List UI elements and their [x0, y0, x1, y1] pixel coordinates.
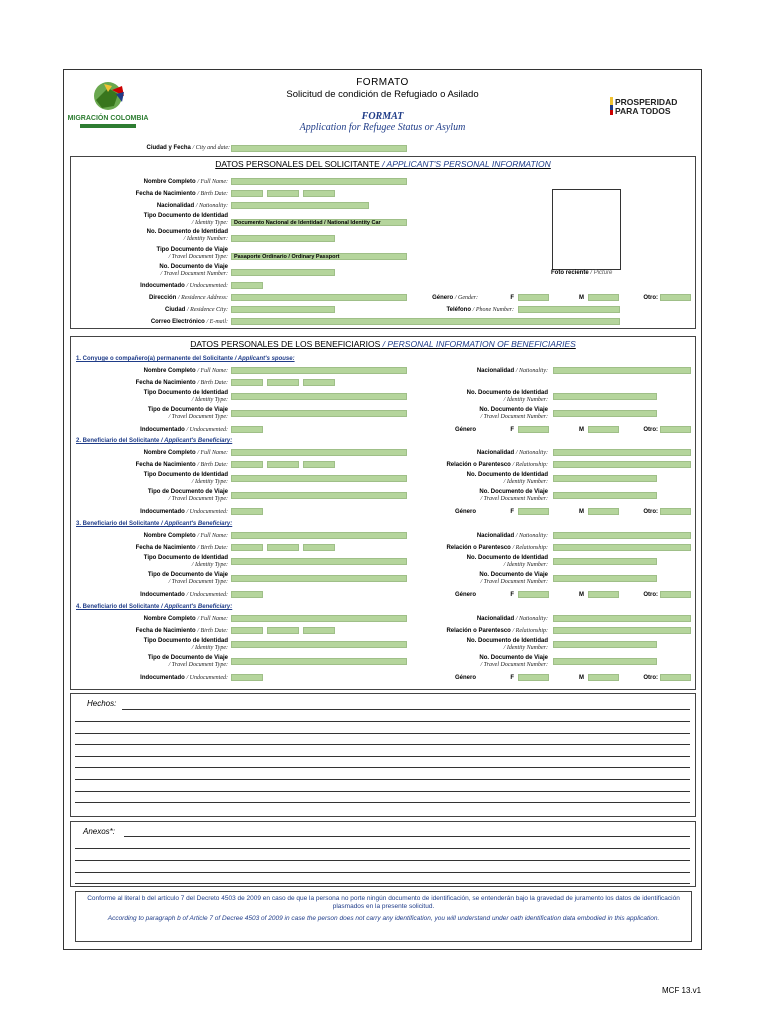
declaration-es: Conforme al literal b del artículo 7 del Decreto 4503 de 2009 en caso de que la persona no porte ningún documento de identificación, se entenderán bajo la gravedad de juramento los datos de identificación plasmados en la presente solicitud.: [87, 895, 680, 910]
applicant-gender-m-field[interactable]: [588, 294, 619, 301]
applicant-gender-f-label: F: [510, 295, 514, 301]
facts-line[interactable]: [75, 733, 690, 734]
form-subtitle-en: Application for Refugee Status or Asylum: [299, 122, 466, 133]
beneficiary-1-idnumber-field[interactable]: [553, 393, 657, 400]
beneficiary-1-traveltype-field[interactable]: [231, 410, 407, 417]
beneficiary-3-relationship-field[interactable]: [553, 544, 691, 551]
beneficiary-3-birth-month-field[interactable]: [267, 544, 299, 551]
beneficiary-3-idtype-field[interactable]: [231, 558, 407, 565]
beneficiary-1-undocumented-label: Indocumentado / Undocumented:: [140, 427, 228, 433]
beneficiaries-section-title: DATOS PERSONALES DE LOS BENEFICIARIOS / PERSONAL INFORMATION OF BENEFICIARIES: [190, 339, 576, 349]
beneficiary-3-undocumented-field[interactable]: [231, 591, 263, 598]
facts-section: [70, 693, 696, 817]
beneficiary-4-traveltype-field[interactable]: [231, 658, 407, 665]
beneficiary-1-gender-f-field[interactable]: [518, 426, 549, 433]
beneficiary-2-idtype-field[interactable]: [231, 475, 407, 482]
beneficiary-3-undocumented-label: Indocumentado / Undocumented:: [140, 592, 228, 598]
beneficiary-1-traveltype-label: Tipo de Documento de Viaje / Travel Document Type:: [147, 407, 228, 420]
facts-label: Hechos:: [87, 699, 117, 708]
beneficiary-1-gender-f-label: F: [510, 427, 514, 433]
applicant-address-label: Dirección / Residence Address:: [148, 295, 228, 301]
beneficiary-2-idtype-label: Tipo Documento de Identidad / Identity Type:: [143, 472, 228, 485]
annexes-label: Anexos*:: [83, 827, 116, 836]
beneficiary-4-gender-label: Género: [454, 675, 476, 681]
applicant-gender-label: Género / Gender:: [432, 295, 478, 301]
beneficiary-3-relationship-label: Relación o Parentesco / Relationship:: [446, 545, 548, 551]
beneficiary-2-nationality-label: Nacionalidad / Nationality:: [476, 450, 548, 456]
beneficiary-4-relationship-label: Relación o Parentesco / Relationship:: [446, 628, 548, 634]
beneficiary-1-gender-m-field[interactable]: [588, 426, 619, 433]
beneficiary-2-traveltype-label: Tipo de Documento de Viaje / Travel Document Type:: [147, 489, 228, 502]
beneficiary-1-idtype-label: Tipo Documento de Identidad / Identity Type:: [143, 390, 228, 403]
beneficiary-3-fullname-label: Nombre Completo / Full Name:: [143, 533, 228, 539]
beneficiary-4-gender-other-label: Otro:: [643, 675, 658, 681]
beneficiary-2-gender-other-field[interactable]: [660, 508, 691, 515]
form-header: [64, 70, 701, 140]
beneficiary-3-traveltype-label: Tipo de Documento de Viaje / Travel Document Type:: [147, 572, 228, 585]
beneficiary-1-fullname-label: Nombre Completo / Full Name:: [143, 368, 228, 374]
beneficiary-3-birth-year-field[interactable]: [303, 544, 335, 551]
applicant-travelnumber-field[interactable]: [231, 269, 335, 276]
beneficiary-4-birth-year-field[interactable]: [303, 627, 335, 634]
form-title-es: FORMATO: [356, 77, 409, 88]
applicant-birth-month-field[interactable]: [267, 190, 299, 197]
applicant-traveltype-field[interactable]: Pasaporte Ordinario / Ordinary Passport: [231, 253, 407, 260]
applicant-birth-year-field[interactable]: [303, 190, 335, 197]
beneficiary-4-gender-m-field[interactable]: [588, 674, 619, 681]
beneficiary-4-travelnumber-field[interactable]: [553, 658, 657, 665]
facts-line[interactable]: [75, 767, 690, 768]
beneficiary-4-nationality-label: Nacionalidad / Nationality:: [476, 616, 548, 622]
beneficiary-1-birthdate-label: Fecha de Nacimiento / Birth Date:: [135, 380, 228, 386]
applicant-idnumber-field[interactable]: [231, 235, 335, 242]
declaration-en: According to paragraph b of Article 7 of Decree 4503 of 2009 in case the person does not carry any identification, you will understand under oath identification data embodied in this application.: [107, 915, 660, 922]
beneficiary-3-nationality-field[interactable]: [553, 532, 691, 539]
beneficiary-3-idnumber-field[interactable]: [553, 558, 657, 565]
beneficiary-4-relationship-field[interactable]: [553, 627, 691, 634]
applicant-address-field[interactable]: [231, 294, 407, 301]
beneficiary-2-gender-label: Género: [454, 509, 476, 515]
beneficiary-1-idnumber-label: No. Documento de Identidad / Identity Number:: [466, 390, 548, 403]
beneficiary-1-travelnumber-label: No. Documento de Viaje / Travel Document Number:: [479, 407, 548, 420]
beneficiary-4-travelnumber-label: No. Documento de Viaje / Travel Document Number:: [479, 655, 548, 668]
facts-line[interactable]: [75, 744, 690, 745]
beneficiary-2-undocumented-field[interactable]: [231, 508, 263, 515]
prosperidad-logo: [610, 96, 684, 116]
annex-line[interactable]: [124, 836, 690, 837]
beneficiary-2-idnumber-label: No. Documento de Identidad / Identity Number:: [466, 472, 548, 485]
form-code: MCF 13.v1: [662, 986, 702, 995]
beneficiary-1-nationality-field[interactable]: [553, 367, 691, 374]
beneficiary-3-heading: 3. Beneficiario del Solicitante / Applicant's Beneficiary:: [76, 521, 233, 527]
beneficiary-3-birth-day-field[interactable]: [231, 544, 263, 551]
beneficiary-4-undocumented-label: Indocumentado / Undocumented:: [140, 675, 228, 681]
beneficiary-1-gender-other-label: Otro:: [643, 427, 658, 433]
beneficiary-4-nationality-field[interactable]: [553, 615, 691, 622]
beneficiary-3-gender-other-field[interactable]: [660, 591, 691, 598]
beneficiary-3-idnumber-label: No. Documento de Identidad / Identity Number:: [466, 555, 548, 568]
applicant-phone-label: Teléfono / Phone Number:: [446, 307, 514, 313]
beneficiary-4-heading: 4. Beneficiario del Solicitante / Applicant's Beneficiary:: [76, 604, 233, 610]
applicant-gender-other-field[interactable]: [660, 294, 691, 301]
beneficiary-1-gender-label: Género: [454, 427, 476, 433]
beneficiary-4-gender-m-label: M: [579, 675, 584, 681]
beneficiary-4-birthdate-label: Fecha de Nacimiento / Birth Date:: [135, 628, 228, 634]
beneficiary-2-relationship-field[interactable]: [553, 461, 691, 468]
facts-line[interactable]: [75, 802, 690, 803]
beneficiary-2-relationship-label: Relación o Parentesco / Relationship:: [446, 462, 548, 468]
applicant-fullname-field[interactable]: [231, 178, 407, 185]
applicant-city-field[interactable]: [231, 306, 335, 313]
beneficiary-4-idtype-label: Tipo Documento de Identidad / Identity Type:: [143, 638, 228, 651]
beneficiary-4-idtype-field[interactable]: [231, 641, 407, 648]
photo-box[interactable]: [552, 189, 621, 270]
applicant-undocumented-label: Indocumentado / Undocumented:: [140, 283, 228, 289]
beneficiary-2-travelnumber-label: No. Documento de Viaje / Travel Document Number:: [479, 489, 548, 502]
beneficiary-2-gender-f-field[interactable]: [518, 508, 549, 515]
beneficiary-2-idnumber-field[interactable]: [553, 475, 657, 482]
logo-right-line1: PROSPERIDAD: [615, 97, 678, 107]
beneficiary-2-birth-day-field[interactable]: [231, 461, 263, 468]
facts-line[interactable]: [75, 791, 690, 792]
beneficiary-4-gender-f-field[interactable]: [518, 674, 549, 681]
beneficiary-1-nationality-label: Nacionalidad / Nationality:: [476, 368, 548, 374]
applicant-traveltype-label: Tipo Documento de Viaje / Travel Document Type:: [156, 247, 228, 260]
facts-line[interactable]: [75, 756, 690, 757]
applicant-birthdate-label: Fecha de Nacimiento / Birth Date:: [135, 191, 228, 197]
applicant-email-label: Correo Electrónico / E-mail:: [150, 319, 228, 325]
beneficiary-3-gender-f-field[interactable]: [518, 591, 549, 598]
beneficiary-3-traveltype-field[interactable]: [231, 575, 407, 582]
applicant-email-field[interactable]: [231, 318, 620, 325]
beneficiary-1-birth-month-field[interactable]: [267, 379, 299, 386]
applicant-gender-m-label: M: [579, 295, 584, 301]
applicant-fullname-label: Nombre Completo / Full Name:: [143, 179, 228, 185]
beneficiary-3-gender-other-label: Otro:: [643, 592, 658, 598]
beneficiary-3-fullname-field[interactable]: [231, 532, 407, 539]
applicant-birth-day-field[interactable]: [231, 190, 263, 197]
beneficiary-3-travelnumber-label: No. Documento de Viaje / Travel Document Number:: [479, 572, 548, 585]
applicant-idtype-field[interactable]: Documento Nacional de Identidad / National Identity Car: [231, 219, 407, 226]
beneficiary-2-birth-year-field[interactable]: [303, 461, 335, 468]
beneficiary-2-heading: 2. Beneficiario del Solicitante / Applicant's Beneficiary:: [76, 438, 233, 444]
beneficiary-2-birthdate-label: Fecha de Nacimiento / Birth Date:: [135, 462, 228, 468]
beneficiary-2-gender-other-label: Otro:: [643, 509, 658, 515]
beneficiary-4-fullname-label: Nombre Completo / Full Name:: [143, 616, 228, 622]
annex-line[interactable]: [75, 872, 690, 873]
annex-line[interactable]: [75, 848, 690, 849]
applicant-idtype-label: Tipo Documento de Identidad / Identity Type:: [143, 213, 228, 226]
logo-text-line1: MIGRACIÓN COLOMBIA: [67, 115, 149, 122]
beneficiary-4-traveltype-label: Tipo de Documento de Viaje / Travel Document Type:: [147, 655, 228, 668]
beneficiary-2-undocumented-label: Indocumentado / Undocumented:: [140, 509, 228, 515]
form-title-en: FORMAT: [361, 111, 404, 122]
beneficiary-3-idtype-label: Tipo Documento de Identidad / Identity Type:: [143, 555, 228, 568]
beneficiary-1-birth-day-field[interactable]: [231, 379, 263, 386]
facts-line[interactable]: [75, 779, 690, 780]
beneficiary-4-idnumber-label: No. Documento de Identidad / Identity Number:: [466, 638, 548, 651]
beneficiary-2-gender-m-label: M: [579, 509, 584, 515]
applicant-section-title: DATOS PERSONALES DEL SOLICITANTE / APPLICANT'S PERSONAL INFORMATION: [215, 159, 551, 169]
beneficiary-1-heading: 1. Conyuge o compañero(a) permanente del Solicitante / Applicant's spouse:: [76, 356, 295, 362]
facts-line[interactable]: [75, 721, 690, 722]
beneficiary-2-traveltype-field[interactable]: [231, 492, 407, 499]
beneficiary-4-idnumber-field[interactable]: [553, 641, 657, 648]
beneficiary-2-fullname-label: Nombre Completo / Full Name:: [143, 450, 228, 456]
beneficiary-2-travelnumber-field[interactable]: [553, 492, 657, 499]
beneficiary-3-gender-label: Género: [454, 592, 476, 598]
beneficiary-4-gender-f-label: F: [510, 675, 514, 681]
beneficiary-3-gender-m-label: M: [579, 592, 584, 598]
photo-label: Foto reciente / Picture: [551, 270, 613, 276]
facts-line[interactable]: [122, 709, 690, 710]
annex-line[interactable]: [75, 883, 690, 884]
applicant-undocumented-field[interactable]: [231, 282, 263, 289]
beneficiary-2-gender-m-field[interactable]: [588, 508, 619, 515]
beneficiary-2-nationality-field[interactable]: [553, 449, 691, 456]
annex-line[interactable]: [75, 860, 690, 861]
applicant-phone-field[interactable]: [518, 306, 620, 313]
beneficiary-1-undocumented-field[interactable]: [231, 426, 263, 433]
applicant-nationality-field[interactable]: [231, 202, 369, 209]
applicant-idnumber-label: No. Documento de Identidad / Identity Number:: [146, 229, 228, 242]
beneficiary-3-gender-m-field[interactable]: [588, 591, 619, 598]
applicant-nationality-label: Nacionalidad / Nationality:: [156, 203, 228, 209]
applicant-gender-f-field[interactable]: [518, 294, 549, 301]
applicant-gender-other-label: Otro:: [643, 295, 658, 301]
beneficiary-4-undocumented-field[interactable]: [231, 674, 263, 681]
beneficiary-1-gender-m-label: M: [579, 427, 584, 433]
beneficiary-3-gender-f-label: F: [510, 592, 514, 598]
declaration-box: [75, 891, 692, 942]
beneficiary-4-fullname-field[interactable]: [231, 615, 407, 622]
beneficiary-2-birth-month-field[interactable]: [267, 461, 299, 468]
beneficiary-1-fullname-field[interactable]: [231, 367, 407, 374]
beneficiary-3-birthdate-label: Fecha de Nacimiento / Birth Date:: [135, 545, 228, 551]
beneficiary-1-gender-other-field[interactable]: [660, 426, 691, 433]
beneficiary-1-idtype-field[interactable]: [231, 393, 407, 400]
beneficiary-1-travelnumber-field[interactable]: [553, 410, 657, 417]
beneficiary-4-birth-month-field[interactable]: [267, 627, 299, 634]
beneficiary-1-birth-year-field[interactable]: [303, 379, 335, 386]
beneficiary-3-travelnumber-field[interactable]: [553, 575, 657, 582]
beneficiary-3-nationality-label: Nacionalidad / Nationality:: [476, 533, 548, 539]
beneficiary-2-gender-f-label: F: [510, 509, 514, 515]
applicant-city-label: Ciudad / Residence City:: [165, 307, 228, 313]
form-subtitle-es: Solicitud de condición de Refugiado o Asilado: [286, 89, 479, 100]
logo-right-line2: PARA TODOS: [615, 106, 671, 116]
annexes-section: [70, 821, 696, 887]
applicant-travelnumber-label: No. Documento de Viaje / Travel Document Number:: [159, 264, 228, 277]
city-date-field[interactable]: [231, 145, 407, 152]
beneficiary-4-birth-day-field[interactable]: [231, 627, 263, 634]
beneficiary-2-fullname-field[interactable]: [231, 449, 407, 456]
city-date-label: Ciudad y Fecha / City and date:: [146, 145, 230, 151]
beneficiary-4-gender-other-field[interactable]: [660, 674, 691, 681]
